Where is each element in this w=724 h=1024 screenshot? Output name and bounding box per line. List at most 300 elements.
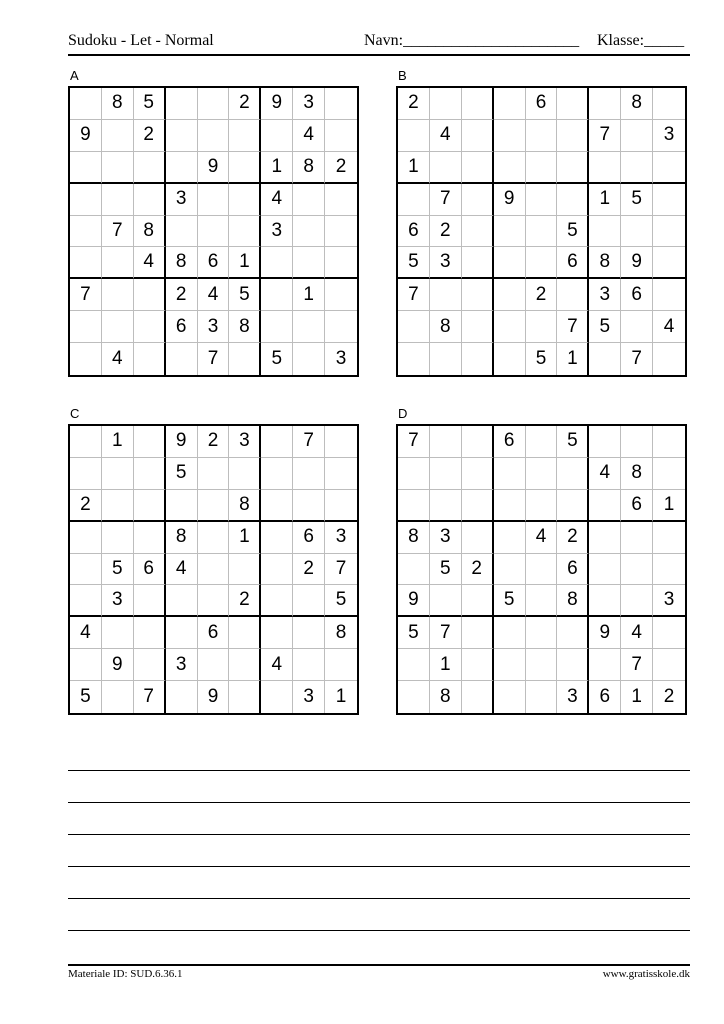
given-digit-cell[interactable]: 8 — [589, 247, 621, 279]
given-digit-cell[interactable]: 6 — [526, 88, 558, 120]
given-digit-cell[interactable]: 3 — [430, 247, 462, 279]
empty-cell[interactable] — [653, 216, 685, 248]
given-digit-cell[interactable]: 9 — [166, 426, 198, 458]
empty-cell[interactable] — [198, 554, 230, 586]
empty-cell[interactable] — [557, 617, 589, 649]
given-digit-cell[interactable]: 6 — [494, 426, 526, 458]
given-digit-cell[interactable]: 4 — [70, 617, 102, 649]
empty-cell[interactable] — [653, 279, 685, 311]
given-digit-cell[interactable]: 2 — [557, 522, 589, 554]
empty-cell[interactable] — [261, 426, 293, 458]
empty-cell[interactable] — [589, 554, 621, 586]
empty-cell[interactable] — [70, 216, 102, 248]
empty-cell[interactable] — [526, 152, 558, 184]
given-digit-cell[interactable]: 1 — [229, 522, 261, 554]
empty-cell[interactable] — [462, 184, 494, 216]
empty-cell[interactable] — [166, 681, 198, 713]
given-digit-cell[interactable]: 5 — [102, 554, 134, 586]
empty-cell[interactable] — [261, 554, 293, 586]
empty-cell[interactable] — [102, 490, 134, 522]
empty-cell[interactable] — [557, 649, 589, 681]
empty-cell[interactable] — [102, 184, 134, 216]
empty-cell[interactable] — [102, 617, 134, 649]
given-digit-cell[interactable]: 9 — [198, 152, 230, 184]
empty-cell[interactable] — [261, 311, 293, 343]
empty-cell[interactable] — [557, 88, 589, 120]
given-digit-cell[interactable]: 6 — [621, 279, 653, 311]
given-digit-cell[interactable]: 5 — [70, 681, 102, 713]
empty-cell[interactable] — [430, 426, 462, 458]
given-digit-cell[interactable]: 2 — [166, 279, 198, 311]
empty-cell[interactable] — [494, 247, 526, 279]
empty-cell[interactable] — [462, 216, 494, 248]
empty-cell[interactable] — [325, 426, 357, 458]
empty-cell[interactable] — [198, 458, 230, 490]
given-digit-cell[interactable]: 3 — [325, 522, 357, 554]
empty-cell[interactable] — [494, 649, 526, 681]
empty-cell[interactable] — [198, 649, 230, 681]
given-digit-cell[interactable]: 7 — [198, 343, 230, 375]
given-digit-cell[interactable]: 4 — [261, 649, 293, 681]
empty-cell[interactable] — [198, 490, 230, 522]
given-digit-cell[interactable]: 8 — [229, 311, 261, 343]
given-digit-cell[interactable]: 5 — [229, 279, 261, 311]
empty-cell[interactable] — [557, 152, 589, 184]
empty-cell[interactable] — [621, 120, 653, 152]
empty-cell[interactable] — [462, 458, 494, 490]
given-digit-cell[interactable]: 3 — [589, 279, 621, 311]
given-digit-cell[interactable]: 2 — [398, 88, 430, 120]
given-digit-cell[interactable]: 7 — [398, 426, 430, 458]
empty-cell[interactable] — [293, 247, 325, 279]
given-digit-cell[interactable]: 1 — [557, 343, 589, 375]
given-digit-cell[interactable]: 8 — [621, 458, 653, 490]
empty-cell[interactable] — [70, 585, 102, 617]
given-digit-cell[interactable]: 6 — [198, 617, 230, 649]
empty-cell[interactable] — [134, 343, 166, 375]
empty-cell[interactable] — [325, 216, 357, 248]
empty-cell[interactable] — [229, 343, 261, 375]
empty-cell[interactable] — [134, 617, 166, 649]
empty-cell[interactable] — [430, 585, 462, 617]
empty-cell[interactable] — [589, 522, 621, 554]
empty-cell[interactable] — [430, 279, 462, 311]
given-digit-cell[interactable]: 7 — [325, 554, 357, 586]
given-digit-cell[interactable]: 3 — [653, 120, 685, 152]
empty-cell[interactable] — [462, 617, 494, 649]
empty-cell[interactable] — [134, 279, 166, 311]
empty-cell[interactable] — [166, 120, 198, 152]
given-digit-cell[interactable]: 7 — [430, 184, 462, 216]
empty-cell[interactable] — [261, 522, 293, 554]
empty-cell[interactable] — [494, 152, 526, 184]
empty-cell[interactable] — [229, 458, 261, 490]
given-digit-cell[interactable]: 8 — [293, 152, 325, 184]
empty-cell[interactable] — [653, 617, 685, 649]
given-digit-cell[interactable]: 4 — [526, 522, 558, 554]
empty-cell[interactable] — [134, 585, 166, 617]
empty-cell[interactable] — [398, 458, 430, 490]
given-digit-cell[interactable]: 9 — [261, 88, 293, 120]
empty-cell[interactable] — [70, 649, 102, 681]
empty-cell[interactable] — [325, 120, 357, 152]
given-digit-cell[interactable]: 3 — [102, 585, 134, 617]
given-digit-cell[interactable]: 4 — [430, 120, 462, 152]
empty-cell[interactable] — [494, 522, 526, 554]
given-digit-cell[interactable]: 4 — [621, 617, 653, 649]
given-digit-cell[interactable]: 3 — [261, 216, 293, 248]
empty-cell[interactable] — [653, 522, 685, 554]
empty-cell[interactable] — [398, 184, 430, 216]
empty-cell[interactable] — [325, 649, 357, 681]
given-digit-cell[interactable]: 8 — [166, 247, 198, 279]
empty-cell[interactable] — [70, 152, 102, 184]
empty-cell[interactable] — [494, 490, 526, 522]
empty-cell[interactable] — [102, 458, 134, 490]
empty-cell[interactable] — [293, 458, 325, 490]
empty-cell[interactable] — [134, 490, 166, 522]
empty-cell[interactable] — [261, 279, 293, 311]
empty-cell[interactable] — [398, 311, 430, 343]
empty-cell[interactable] — [462, 247, 494, 279]
given-digit-cell[interactable]: 8 — [102, 88, 134, 120]
empty-cell[interactable] — [653, 247, 685, 279]
given-digit-cell[interactable]: 3 — [430, 522, 462, 554]
given-digit-cell[interactable]: 1 — [335, 686, 347, 708]
empty-cell[interactable] — [462, 152, 494, 184]
empty-cell[interactable] — [229, 216, 261, 248]
empty-cell[interactable] — [166, 88, 198, 120]
empty-cell[interactable] — [462, 311, 494, 343]
empty-cell[interactable] — [398, 120, 430, 152]
given-digit-cell[interactable]: 7 — [102, 216, 134, 248]
given-digit-cell[interactable]: 5 — [621, 184, 653, 216]
empty-cell[interactable] — [166, 617, 198, 649]
empty-cell[interactable] — [325, 88, 357, 120]
given-digit-cell[interactable]: 2 — [526, 279, 558, 311]
given-digit-cell[interactable]: 2 — [70, 490, 102, 522]
given-digit-cell[interactable]: 1 — [102, 426, 134, 458]
empty-cell[interactable] — [229, 617, 261, 649]
given-digit-cell[interactable]: 7 — [430, 617, 462, 649]
empty-cell[interactable] — [526, 184, 558, 216]
given-digit-cell[interactable]: 7 — [557, 311, 589, 343]
given-digit-cell[interactable]: 1 — [430, 649, 462, 681]
given-digit-cell[interactable]: 4 — [102, 343, 134, 375]
given-digit-cell[interactable]: 5 — [430, 554, 462, 586]
empty-cell[interactable] — [589, 343, 621, 375]
given-digit-cell[interactable]: 5 — [557, 426, 589, 458]
given-digit-cell[interactable]: 5 — [494, 585, 526, 617]
empty-cell[interactable] — [229, 120, 261, 152]
empty-cell[interactable] — [70, 343, 102, 375]
empty-cell[interactable] — [526, 311, 558, 343]
given-digit-cell[interactable]: 3 — [166, 649, 198, 681]
empty-cell[interactable] — [526, 426, 558, 458]
empty-cell[interactable] — [102, 522, 134, 554]
empty-cell[interactable] — [653, 426, 685, 458]
given-digit-cell[interactable]: 9 — [102, 649, 134, 681]
given-digit-cell[interactable]: 3 — [557, 681, 589, 713]
empty-cell[interactable] — [557, 184, 589, 216]
empty-cell[interactable] — [621, 311, 653, 343]
given-digit-cell[interactable]: 8 — [557, 585, 589, 617]
empty-cell[interactable] — [557, 458, 589, 490]
given-digit-cell[interactable]: 9 — [198, 681, 230, 713]
given-digit-cell[interactable]: 1 — [261, 152, 293, 184]
empty-cell[interactable] — [70, 426, 102, 458]
empty-cell[interactable] — [70, 88, 102, 120]
given-digit-cell[interactable]: 1 — [653, 490, 685, 522]
given-digit-cell[interactable]: 6 — [166, 311, 198, 343]
empty-cell[interactable] — [653, 152, 685, 184]
given-digit-cell[interactable]: 2 — [325, 152, 357, 184]
empty-cell[interactable] — [621, 426, 653, 458]
empty-cell[interactable] — [398, 681, 430, 713]
given-digit-cell[interactable]: 8 — [430, 311, 462, 343]
given-digit-cell[interactable]: 6 — [398, 216, 430, 248]
empty-cell[interactable] — [557, 490, 589, 522]
empty-cell[interactable] — [430, 152, 462, 184]
empty-cell[interactable] — [462, 343, 494, 375]
empty-cell[interactable] — [325, 458, 357, 490]
empty-cell[interactable] — [229, 152, 261, 184]
empty-cell[interactable] — [198, 184, 230, 216]
empty-cell[interactable] — [102, 681, 134, 713]
class-field[interactable]: Klasse:_____ — [597, 32, 685, 49]
empty-cell[interactable] — [229, 554, 261, 586]
empty-cell[interactable] — [526, 649, 558, 681]
empty-cell[interactable] — [261, 458, 293, 490]
given-digit-cell[interactable]: 7 — [293, 426, 325, 458]
given-digit-cell[interactable]: 3 — [293, 681, 325, 713]
empty-cell[interactable] — [526, 458, 558, 490]
empty-cell[interactable] — [198, 88, 230, 120]
empty-cell[interactable] — [325, 247, 357, 279]
empty-cell[interactable] — [462, 522, 494, 554]
empty-cell[interactable] — [293, 490, 325, 522]
given-digit-cell[interactable]: 7 — [589, 120, 621, 152]
empty-cell[interactable] — [589, 585, 621, 617]
empty-cell[interactable] — [261, 120, 293, 152]
given-digit-cell[interactable]: 9 — [589, 617, 621, 649]
empty-cell[interactable] — [430, 458, 462, 490]
empty-cell[interactable] — [261, 617, 293, 649]
empty-cell[interactable] — [134, 522, 166, 554]
empty-cell[interactable] — [589, 426, 621, 458]
empty-cell[interactable] — [621, 585, 653, 617]
given-digit-cell[interactable]: 5 — [261, 343, 293, 375]
empty-cell[interactable] — [70, 247, 102, 279]
empty-cell[interactable] — [229, 681, 261, 713]
given-digit-cell[interactable]: 7 — [621, 649, 653, 681]
given-digit-cell[interactable]: 4 — [293, 120, 325, 152]
given-digit-cell[interactable]: 5 — [398, 617, 430, 649]
given-digit-cell[interactable]: 7 — [134, 681, 166, 713]
empty-cell[interactable] — [166, 490, 198, 522]
empty-cell[interactable] — [653, 88, 685, 120]
given-digit-cell[interactable]: 5 — [557, 216, 589, 248]
empty-cell[interactable] — [557, 279, 589, 311]
given-digit-cell[interactable]: 2 — [229, 585, 261, 617]
given-digit-cell[interactable]: 9 — [398, 585, 430, 617]
empty-cell[interactable] — [70, 311, 102, 343]
name-field[interactable]: Navn:______________________ — [364, 32, 580, 49]
empty-cell[interactable] — [526, 585, 558, 617]
empty-cell[interactable] — [134, 649, 166, 681]
empty-cell[interactable] — [430, 490, 462, 522]
empty-cell[interactable] — [653, 184, 685, 216]
given-digit-cell[interactable]: 8 — [134, 216, 166, 248]
empty-cell[interactable] — [494, 311, 526, 343]
empty-cell[interactable] — [70, 554, 102, 586]
given-digit-cell[interactable]: 4 — [589, 458, 621, 490]
empty-cell[interactable] — [293, 311, 325, 343]
empty-cell[interactable] — [70, 522, 102, 554]
empty-cell[interactable] — [494, 554, 526, 586]
empty-cell[interactable] — [589, 216, 621, 248]
given-digit-cell[interactable]: 3 — [293, 88, 325, 120]
empty-cell[interactable] — [198, 585, 230, 617]
empty-cell[interactable] — [526, 617, 558, 649]
given-digit-cell[interactable]: 2 — [430, 216, 462, 248]
empty-cell[interactable] — [229, 184, 261, 216]
empty-cell[interactable] — [526, 554, 558, 586]
empty-cell[interactable] — [494, 279, 526, 311]
given-digit-cell[interactable]: 7 — [70, 279, 102, 311]
given-digit-cell[interactable]: 9 — [621, 247, 653, 279]
empty-cell[interactable] — [621, 522, 653, 554]
given-digit-cell[interactable]: 8 — [398, 522, 430, 554]
given-digit-cell[interactable]: 6 — [557, 247, 589, 279]
empty-cell[interactable] — [589, 152, 621, 184]
given-digit-cell[interactable]: 6 — [134, 554, 166, 586]
empty-cell[interactable] — [621, 554, 653, 586]
given-digit-cell[interactable]: 2 — [229, 88, 261, 120]
empty-cell[interactable] — [198, 522, 230, 554]
given-digit-cell[interactable]: 5 — [526, 343, 558, 375]
empty-cell[interactable] — [261, 681, 293, 713]
empty-cell[interactable] — [134, 458, 166, 490]
given-digit-cell[interactable]: 4 — [134, 247, 166, 279]
empty-cell[interactable] — [526, 247, 558, 279]
given-digit-cell[interactable]: 3 — [198, 311, 230, 343]
given-digit-cell[interactable]: 5 — [134, 88, 166, 120]
empty-cell[interactable] — [462, 649, 494, 681]
given-digit-cell[interactable]: 2 — [198, 426, 230, 458]
given-digit-cell[interactable]: 4 — [653, 311, 685, 343]
empty-cell[interactable] — [293, 184, 325, 216]
website-link[interactable]: www.gratisskole.dk — [602, 968, 690, 980]
empty-cell[interactable] — [398, 343, 430, 375]
empty-cell[interactable] — [494, 617, 526, 649]
empty-cell[interactable] — [261, 585, 293, 617]
given-digit-cell[interactable]: 2 — [462, 554, 494, 586]
empty-cell[interactable] — [325, 279, 357, 311]
given-digit-cell[interactable]: 1 — [229, 247, 261, 279]
given-digit-cell[interactable]: 3 — [653, 585, 685, 617]
empty-cell[interactable] — [102, 152, 134, 184]
empty-cell[interactable] — [589, 88, 621, 120]
given-digit-cell[interactable]: 3 — [166, 184, 198, 216]
given-digit-cell[interactable]: 5 — [589, 311, 621, 343]
empty-cell[interactable] — [398, 554, 430, 586]
empty-cell[interactable] — [293, 649, 325, 681]
empty-cell[interactable] — [293, 585, 325, 617]
empty-cell[interactable] — [494, 88, 526, 120]
given-digit-cell[interactable]: 6 — [293, 522, 325, 554]
empty-cell[interactable] — [198, 120, 230, 152]
empty-cell[interactable] — [134, 426, 166, 458]
given-digit-cell[interactable]: 2 — [663, 686, 675, 708]
given-digit-cell[interactable]: 1 — [398, 152, 430, 184]
given-digit-cell[interactable]: 5 — [166, 458, 198, 490]
empty-cell[interactable] — [293, 343, 325, 375]
given-digit-cell[interactable]: 6 — [198, 247, 230, 279]
given-digit-cell[interactable]: 4 — [166, 554, 198, 586]
empty-cell[interactable] — [621, 152, 653, 184]
given-digit-cell[interactable]: 2 — [134, 120, 166, 152]
given-digit-cell[interactable]: 8 — [325, 617, 357, 649]
given-digit-cell[interactable]: 1 — [293, 279, 325, 311]
empty-cell[interactable] — [261, 247, 293, 279]
empty-cell[interactable] — [70, 458, 102, 490]
given-digit-cell[interactable]: 8 — [229, 490, 261, 522]
given-digit-cell[interactable]: 1 — [589, 184, 621, 216]
empty-cell[interactable] — [398, 649, 430, 681]
empty-cell[interactable] — [653, 554, 685, 586]
given-digit-cell[interactable]: 8 — [621, 88, 653, 120]
given-digit-cell[interactable]: 2 — [293, 554, 325, 586]
empty-cell[interactable] — [557, 120, 589, 152]
empty-cell[interactable] — [102, 311, 134, 343]
empty-cell[interactable] — [462, 426, 494, 458]
given-digit-cell[interactable]: 5 — [398, 247, 430, 279]
given-digit-cell[interactable]: 4 — [198, 279, 230, 311]
empty-cell[interactable] — [462, 681, 494, 713]
empty-cell[interactable] — [494, 681, 526, 713]
given-digit-cell[interactable]: 7 — [398, 279, 430, 311]
given-digit-cell[interactable]: 1 — [621, 681, 653, 713]
given-digit-cell[interactable]: 7 — [621, 343, 653, 375]
empty-cell[interactable] — [462, 120, 494, 152]
empty-cell[interactable] — [134, 152, 166, 184]
given-digit-cell[interactable]: 9 — [70, 120, 102, 152]
empty-cell[interactable] — [653, 343, 685, 375]
empty-cell[interactable] — [526, 490, 558, 522]
empty-cell[interactable] — [134, 311, 166, 343]
empty-cell[interactable] — [589, 649, 621, 681]
empty-cell[interactable] — [325, 311, 357, 343]
empty-cell[interactable] — [430, 88, 462, 120]
given-digit-cell[interactable]: 6 — [621, 490, 653, 522]
empty-cell[interactable] — [526, 120, 558, 152]
empty-cell[interactable] — [462, 88, 494, 120]
empty-cell[interactable] — [462, 585, 494, 617]
empty-cell[interactable] — [462, 279, 494, 311]
given-digit-cell[interactable]: 8 — [430, 681, 462, 713]
empty-cell[interactable] — [229, 649, 261, 681]
empty-cell[interactable] — [325, 184, 357, 216]
empty-cell[interactable] — [526, 216, 558, 248]
empty-cell[interactable] — [198, 216, 230, 248]
empty-cell[interactable] — [166, 585, 198, 617]
empty-cell[interactable] — [494, 458, 526, 490]
given-digit-cell[interactable]: 6 — [589, 681, 621, 713]
empty-cell[interactable] — [494, 120, 526, 152]
empty-cell[interactable] — [430, 343, 462, 375]
empty-cell[interactable] — [621, 216, 653, 248]
